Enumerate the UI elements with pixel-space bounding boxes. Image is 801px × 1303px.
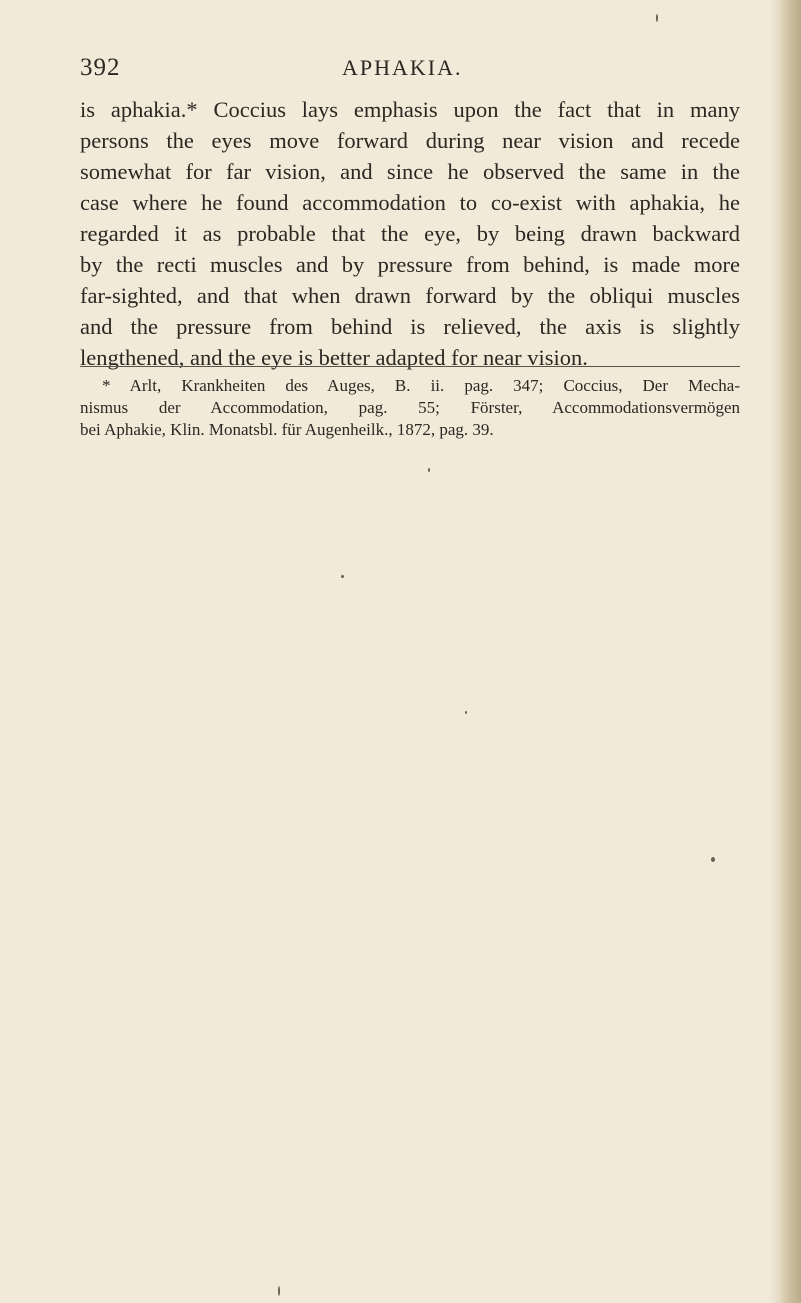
footnote-line: * Arlt, Krankheiten des Auges, B. ii. pag. 347; Coccius, Der Mecha- [102,376,740,395]
page-number: 392 [80,54,121,81]
footnote-line: nismus der Accommodation, pag. 55; Förster, Accommodationsvermögen [80,398,740,417]
running-head: APHAKIA. [342,55,463,80]
footnote-rule [80,366,740,367]
body-line: far-sighted, and that when drawn forward by the obliqui muscles [80,283,740,308]
page-header [80,48,730,88]
body-line: case where he found accommodation to co-exist with aphakia, he [80,190,740,215]
body-paragraph [80,94,740,373]
body-line: lengthened, and the eye is better adapted for near vision. [80,345,588,370]
paper-speck [428,468,430,472]
body-line: persons the eyes move forward during near vision and recede [80,128,740,153]
paper-speck [278,1286,280,1296]
body-line: is aphakia.* Coccius lays emphasis upon the fact that in many [80,97,740,122]
body-line: and the pressure from behind is relieved, the axis is slightly [80,314,740,339]
page-edge-shadow [769,0,779,1303]
paper-speck [465,711,467,714]
body-line: by the recti muscles and by pressure from behind, is made more [80,252,740,277]
footnote [80,375,740,441]
paper-speck [711,857,715,862]
page-edge [779,0,801,1303]
footnote-line: bei Aphakie, Klin. Monatsbl. für Augenheilk., 1872, pag. 39. [80,420,494,439]
paper-speck [341,575,344,578]
body-line: somewhat for far vision, and since he observed the same in the [80,159,740,184]
paper-speck [656,14,658,22]
body-line: regarded it as probable that the eye, by being drawn backward [80,221,740,246]
